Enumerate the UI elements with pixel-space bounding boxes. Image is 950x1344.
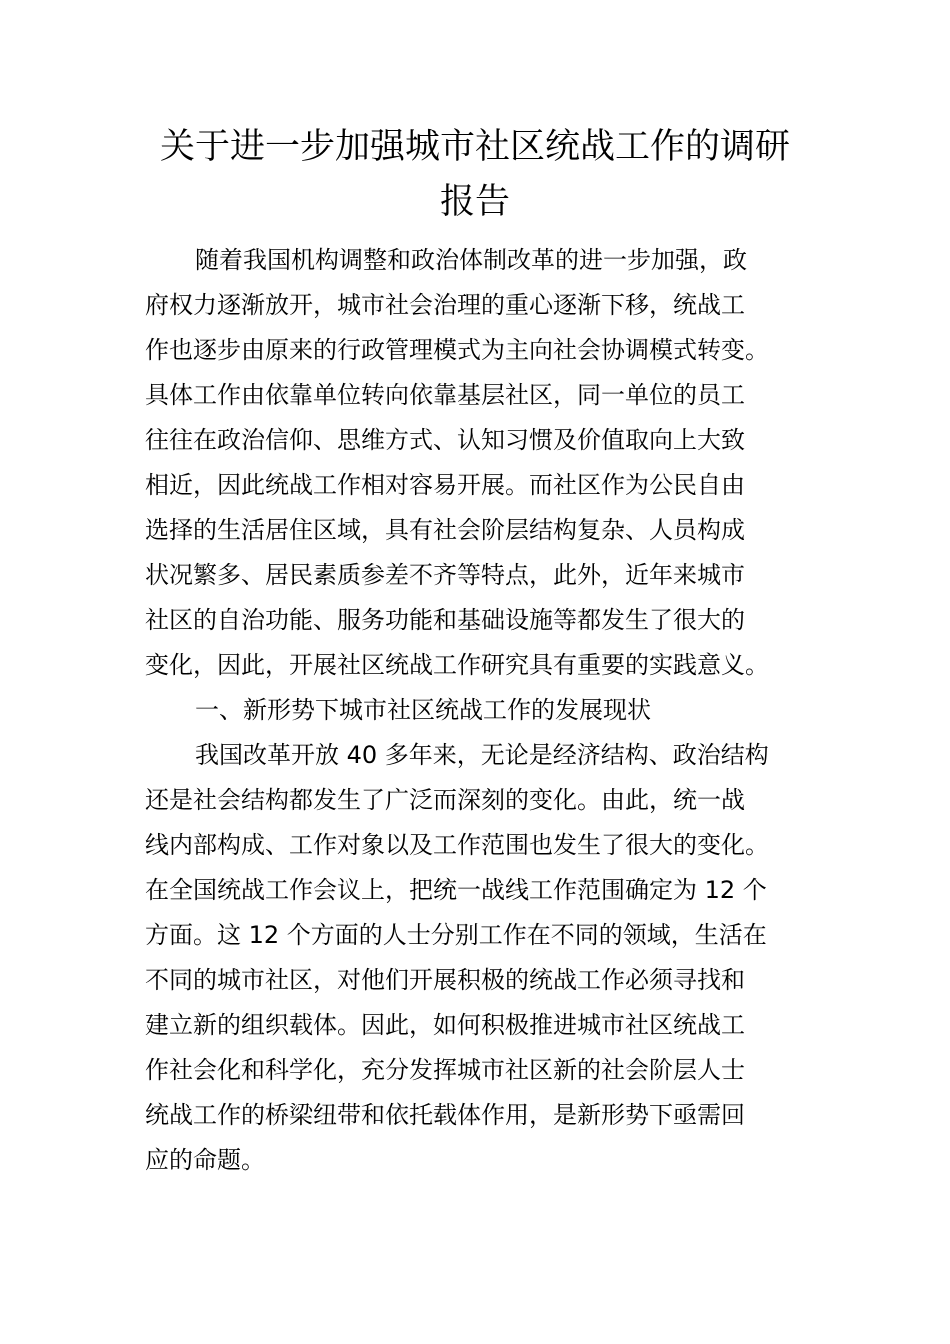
title-line: 关于进一步加强城市社区统战工作的调研 — [159, 127, 790, 167]
paragraph-line: 作社会化和科学化，充分发挥城市社区新的社会阶层人士 — [145, 1056, 745, 1084]
section-heading: 一、新形势下城市社区统战工作的发展现状 — [195, 696, 651, 724]
paragraph-line: 府权力逐渐放开，城市社会治理的重心逐渐下移，统战工 — [145, 291, 745, 319]
paragraph-line: 方面。这 12 个方面的人士分别工作在不同的领域，生活在 — [145, 921, 767, 949]
title-line: 报告 — [439, 182, 510, 222]
paragraph-line: 建立新的组织载体。因此，如何积极推进城市社区统战工 — [145, 1011, 745, 1039]
paragraph-line: 在全国统战工作会议上，把统一战线工作范围确定为 12 个 — [145, 876, 767, 904]
paragraph-line: 选择的生活居住区域，具有社会阶层结构复杂、人员构成 — [145, 516, 745, 544]
paragraph-line: 随着我国机构调整和政治体制改革的进一步加强，政 — [195, 246, 747, 274]
paragraph-line: 还是社会结构都发生了广泛而深刻的变化。由此，统一战 — [145, 786, 745, 814]
paragraph-line: 线内部构成、工作对象以及工作范围也发生了很大的变化。 — [145, 831, 769, 859]
paragraph-line: 作也逐步由原来的行政管理模式为主向社会协调模式转变。 — [145, 336, 769, 364]
paragraph-line: 应的命题。 — [145, 1146, 265, 1174]
paragraph-line: 变化，因此，开展社区统战工作研究具有重要的实践意义。 — [145, 651, 769, 679]
paragraph-line: 统战工作的桥梁纽带和依托载体作用，是新形势下亟需回 — [145, 1101, 745, 1129]
paragraph-line: 我国改革开放 40 多年来，无论是经济结构、政治结构 — [195, 741, 769, 769]
paragraph-line: 社区的自治功能、服务功能和基础设施等都发生了很大的 — [145, 606, 745, 634]
document-title — [130, 120, 820, 230]
paragraph-line: 状况繁多、居民素质参差不齐等特点，此外，近年来城市 — [145, 561, 745, 589]
paragraph-line: 具体工作由依靠单位转向依靠基层社区，同一单位的员工 — [145, 381, 745, 409]
document-body — [145, 238, 805, 1183]
paragraph-line: 不同的城市社区，对他们开展积极的统战工作必须寻找和 — [145, 966, 745, 994]
paragraph-line: 往往在政治信仰、思维方式、认知习惯及价值取向上大致 — [145, 426, 745, 454]
paragraph-line: 相近，因此统战工作相对容易开展。而社区作为公民自由 — [145, 471, 745, 499]
